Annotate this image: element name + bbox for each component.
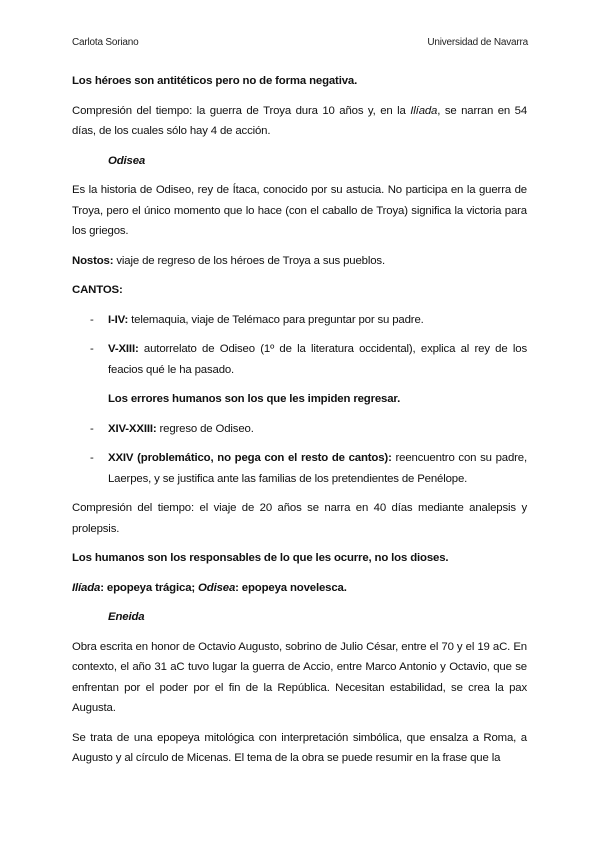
- list-item-canto: [72, 310, 527, 331]
- list-dash: -: [90, 343, 94, 355]
- list-dash: -: [90, 452, 94, 464]
- header-institution: Universidad de Navarra: [427, 37, 528, 48]
- canto-description: autorrelato de Odiseo (1º de la literatura occidental), explica al rey de los feacios qué le ha pasado.: [108, 343, 527, 376]
- section-title-eneida: Eneida: [108, 611, 145, 623]
- title-iliada: Ilíada: [72, 581, 101, 594]
- text-fragment: Compresión del tiempo: la guerra de Troya dura 10 años y, en la: [72, 104, 411, 117]
- list-item-canto: [72, 448, 527, 489]
- errores-statement: Los errores humanos son los que les impiden regresar.: [108, 393, 401, 405]
- list-dash: -: [90, 313, 94, 326]
- canto-description: telemaquia, viaje de Telémaco para preguntar por su padre.: [128, 313, 424, 326]
- paragraph-tiempo-odisea: Compresión del tiempo: el viaje de 20 años se narra en 40 días mediante analepsis y prolepsis.: [72, 502, 527, 535]
- paragraph-odisea: Es la historia de Odiseo, rey de Ítaca, conocido por su astucia. No participa en la guerra de Troya, pero el único momento que lo hace (con el caballo de Troya) significa la victoria para los griegos.: [72, 184, 527, 237]
- humanos-statement: Los humanos son los responsables de lo que les ocurre, no los dioses.: [72, 552, 449, 564]
- paragraph-eneida-tema: Se trata de una epopeya mitológica con interpretación simbólica, que ensalza a Roma, a Augusto y al círculo de Micenas. El tema de la obra se puede resumir en la frase que la: [72, 731, 527, 764]
- document-body: [72, 71, 527, 778]
- definition-nostos: viaje de regreso de los héroes de Troya a sus pueblos.: [113, 254, 385, 267]
- paragraph-nostos: [72, 251, 527, 272]
- canto-range: XXIV (problemático, no pega con el resto de cantos):: [108, 452, 392, 464]
- paragraph-eneida-context: Obra escrita en honor de Octavio Augusto, sobrino de Julio César, entre el 70 y el 19 aC. En contexto, el año 31 aC tuvo lugar la guerra de Accio, entre Marco Antonio y Octavio, que se enfrentan por el poder por el fin de la República. Necesitan estabilidad, se crea la pax Augusta.: [72, 640, 527, 714]
- text-fragment: : epopeya novelesca.: [235, 581, 347, 594]
- canto-description: reencuentro con su padre, Laerpes, y se justifica ante las familias de los pretendientes de Penélope.: [108, 452, 527, 485]
- heading-heroes: Los héroes son antitéticos pero no de forma negativa.: [72, 75, 358, 87]
- list-dash: -: [90, 422, 94, 435]
- section-title-odisea: Odisea: [108, 154, 146, 167]
- canto-range: XIV-XXIII:: [108, 422, 157, 435]
- epopeyas-line: [72, 578, 527, 599]
- text-fragment: : epopeya trágica;: [100, 581, 199, 594]
- cantos-heading: CANTOS:: [72, 284, 123, 296]
- list-item-canto: [72, 339, 527, 380]
- term-nostos: Nostos:: [72, 254, 114, 267]
- canto-range: I-IV:: [108, 313, 129, 326]
- canto-range: V-XIII:: [108, 343, 139, 355]
- title-odisea: Odisea: [198, 581, 236, 594]
- text-fragment: , se narran en 54 días, de los cuales sólo hay 4 de acción.: [72, 104, 528, 137]
- canto-description: regreso de Odiseo.: [156, 422, 254, 435]
- paragraph-tiempo-iliada: [72, 101, 527, 142]
- header-author: Carlota Soriano: [72, 37, 139, 48]
- title-iliada: Ilíada: [410, 104, 438, 117]
- list-item-canto: [72, 419, 527, 440]
